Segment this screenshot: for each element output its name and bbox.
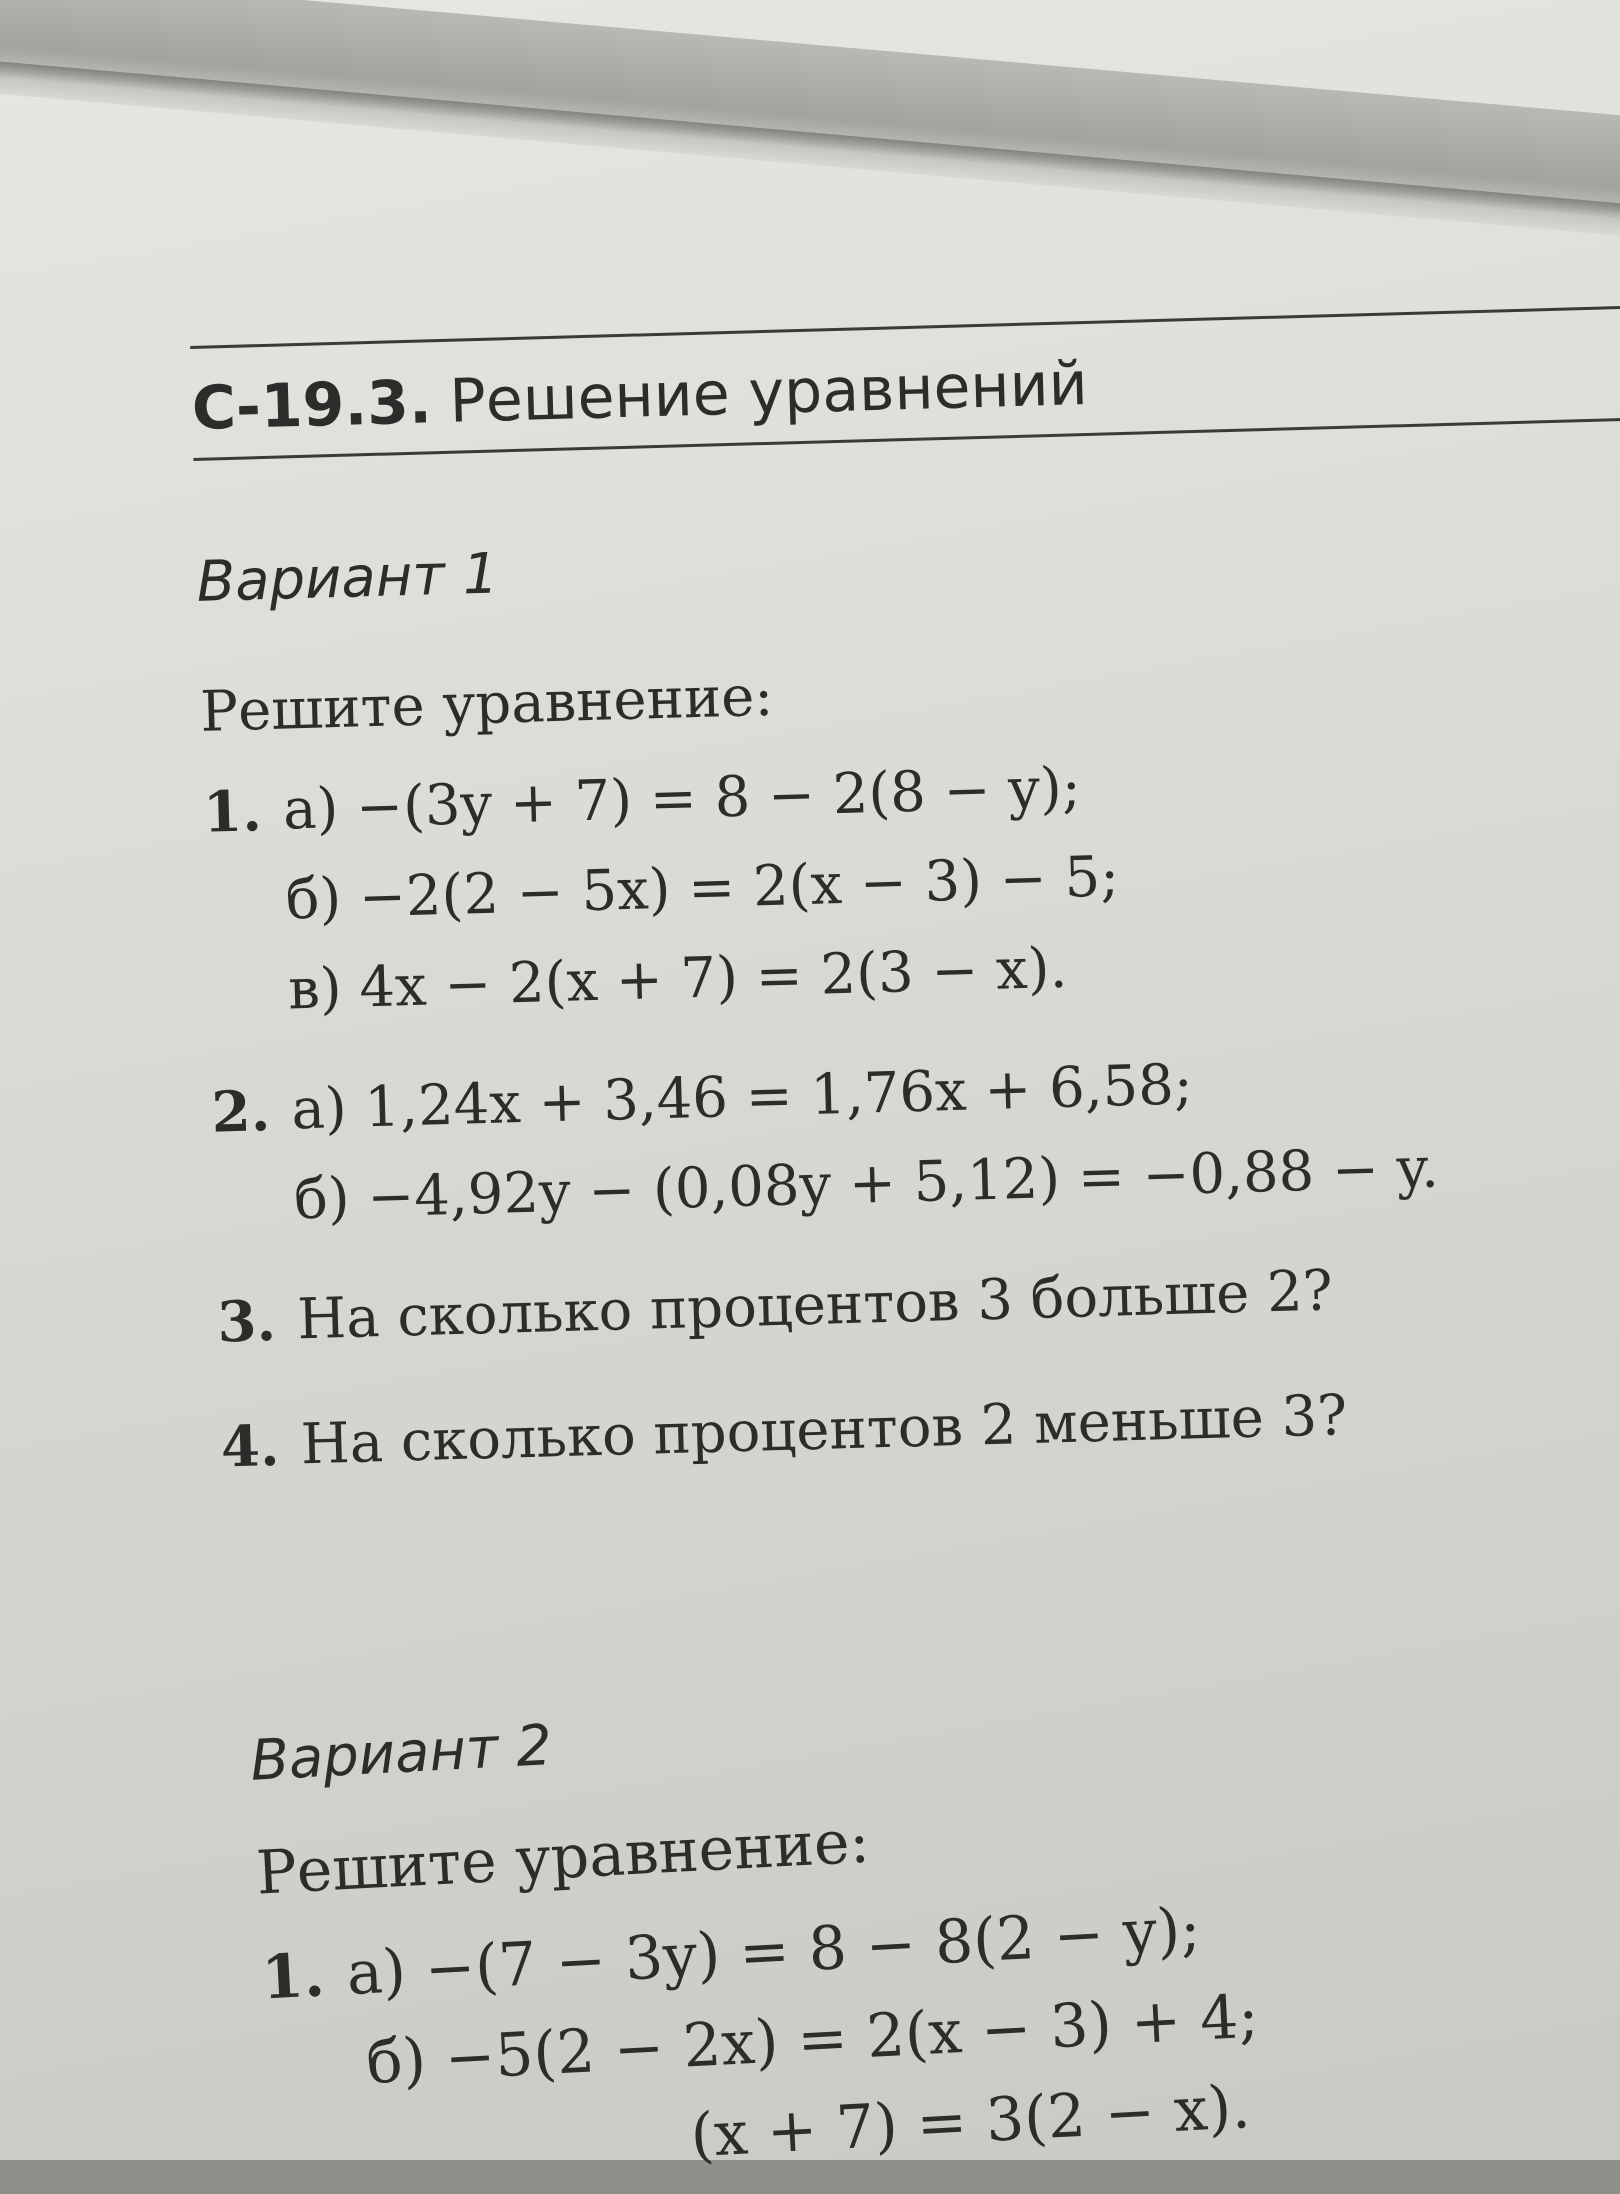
variant2-problem-1-number: 1.	[260, 1940, 327, 2014]
problem-3-number: 3.	[216, 1287, 277, 1356]
problem-1a: а) −(3y + 7) = 8 − 2(8 − y);	[282, 755, 1082, 843]
problem-4-text: На сколько процентов 2 меньше 3?	[299, 1383, 1349, 1478]
header-rule-top	[190, 306, 1620, 349]
variant2-problem-1b: б) −5(2 − 2x) = 2(x − 3) + 4;	[364, 1981, 1261, 2099]
variant2-instruction: Решите уравнение:	[254, 1806, 872, 1909]
variant1-heading: Вариант 1	[195, 541, 500, 615]
section-title	[191, 349, 1089, 444]
variant2-heading: Вариант 2	[248, 1713, 554, 1794]
problem-1-number: 1.	[202, 778, 263, 846]
variant2-problem-1a: а) −(7 − 3y) = 8 − 8(2 − y);	[344, 1894, 1203, 2010]
variant2-problem-1c-partial: (x + 7) = 3(2 − x).	[688, 2072, 1252, 2172]
problem-1b: б) −2(2 − 5x) = 2(x − 3) − 5;	[284, 844, 1120, 933]
printed-text-block	[190, 301, 1620, 2172]
problem-2b: б) −4,92y − (0,08y + 5,12) = −0,88 − y.	[293, 1135, 1440, 1233]
problem-2-number: 2.	[210, 1078, 271, 1146]
problem-1c: в) 4x − 2(x + 7) = 2(3 − x).	[287, 935, 1069, 1023]
problem-2a: а) 1,24x + 3,46 = 1,76x + 6,58;	[290, 1052, 1194, 1143]
section-number: С-19.3.	[190, 367, 433, 444]
section-name: Решение уравнений	[448, 348, 1089, 437]
problem-4-number: 4.	[220, 1412, 281, 1481]
page-edge-above	[0, 0, 1620, 242]
variant2-block	[248, 1656, 1620, 2172]
variant1-instruction: Решите уравнение:	[199, 663, 775, 745]
problem-3-text: На сколько процентов 3 больше 2?	[296, 1258, 1334, 1353]
